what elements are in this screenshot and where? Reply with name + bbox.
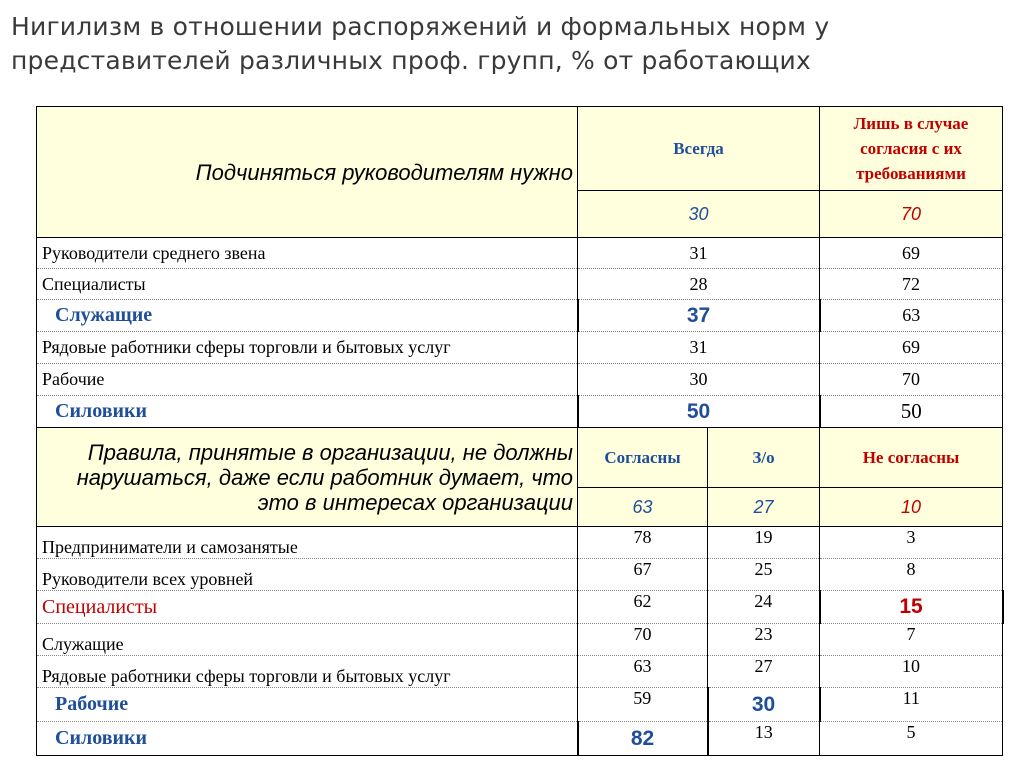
row-label: Служащие [37, 624, 578, 656]
section1-question: Подчиняться руководителям нужно [37, 107, 578, 238]
value-disagree: 3 [820, 527, 1003, 559]
table-row [37, 396, 1003, 428]
value-consent: 69 [820, 332, 1003, 364]
total-agree: 63 [578, 488, 708, 527]
value-disagree: 8 [820, 559, 1003, 591]
table-row [37, 527, 1003, 559]
value-hard-to-say-highlight: 30 [708, 688, 820, 722]
value-hard-to-say: 23 [708, 624, 820, 656]
value-consent: 69 [820, 238, 1003, 269]
table-row [37, 624, 1003, 656]
value-agree-highlight: 82 [578, 722, 708, 756]
col-always-header: Всегда [578, 107, 820, 191]
row-label: Руководители всех уровней [37, 559, 578, 591]
section1-header-row [37, 107, 1003, 191]
value-always: 28 [578, 269, 820, 300]
section2-question: Правила, принятые в организации, не должны нарушаться, даже если работник думает, что это в интересах организации [37, 428, 578, 527]
row-label: Руководители среднего звена [37, 238, 578, 269]
value-always: 31 [578, 332, 820, 364]
value-consent: 63 [820, 300, 1003, 332]
value-disagree: 7 [820, 624, 1003, 656]
value-always-highlight: 50 [578, 396, 820, 428]
table-row [37, 332, 1003, 364]
row-label: Предприниматели и самозанятые [37, 527, 578, 559]
col-agree-header: Согласны [578, 428, 708, 488]
table-row [37, 591, 1003, 624]
survey-table [36, 106, 1004, 756]
total-hard-to-say: 27 [708, 488, 820, 527]
value-consent: 72 [820, 269, 1003, 300]
table-row [37, 559, 1003, 591]
value-always: 31 [578, 238, 820, 269]
row-label: Рядовые работники сферы торговли и бытовых услуг [37, 656, 578, 688]
row-label-highlight: Рабочие [37, 688, 578, 722]
row-label-highlight: Силовики [37, 396, 578, 428]
value-consent: 70 [820, 364, 1003, 396]
table-row [37, 269, 1003, 300]
total-consent: 70 [820, 191, 1003, 238]
section2-header-row [37, 428, 1003, 488]
row-label: Рядовые работники сферы торговли и бытовых услуг [37, 332, 578, 364]
value-disagree-highlight: 15 [820, 591, 1003, 624]
total-always: 30 [578, 191, 820, 238]
value-disagree: 10 [820, 656, 1003, 688]
value-consent: 50 [820, 396, 1003, 428]
row-label-highlight: Служащие [37, 300, 578, 332]
value-agree: 59 [578, 688, 708, 722]
value-hard-to-say: 13 [708, 722, 820, 756]
col-hard-to-say-header: З/о [708, 428, 820, 488]
value-agree: 62 [578, 591, 708, 624]
row-label: Рабочие [37, 364, 578, 396]
value-hard-to-say: 25 [708, 559, 820, 591]
table-row [37, 238, 1003, 269]
table-row [37, 300, 1003, 332]
value-hard-to-say: 24 [708, 591, 820, 624]
total-disagree: 10 [820, 488, 1003, 527]
row-label: Специалисты [37, 269, 578, 300]
value-agree: 70 [578, 624, 708, 656]
col-disagree-header: Не согласны [820, 428, 1003, 488]
row-label-highlight: Силовики [37, 722, 578, 756]
value-always: 30 [578, 364, 820, 396]
value-agree: 78 [578, 527, 708, 559]
value-always-highlight: 37 [578, 300, 820, 332]
table-row [37, 364, 1003, 396]
value-agree: 67 [578, 559, 708, 591]
table-row [37, 688, 1003, 722]
table-row [37, 722, 1003, 756]
value-agree: 63 [578, 656, 708, 688]
value-hard-to-say: 19 [708, 527, 820, 559]
slide-title: Нигилизм в отношении распоряжений и формальных норм у представителей различных проф. групп, % от работающих [11, 12, 830, 75]
value-hard-to-say: 27 [708, 656, 820, 688]
value-disagree: 11 [820, 688, 1003, 722]
col-consent-header: Лишь в случае согласия с их требованиями [820, 107, 1003, 191]
value-disagree: 5 [820, 722, 1003, 756]
row-label-highlight: Специалисты [37, 591, 578, 624]
table-row [37, 656, 1003, 688]
